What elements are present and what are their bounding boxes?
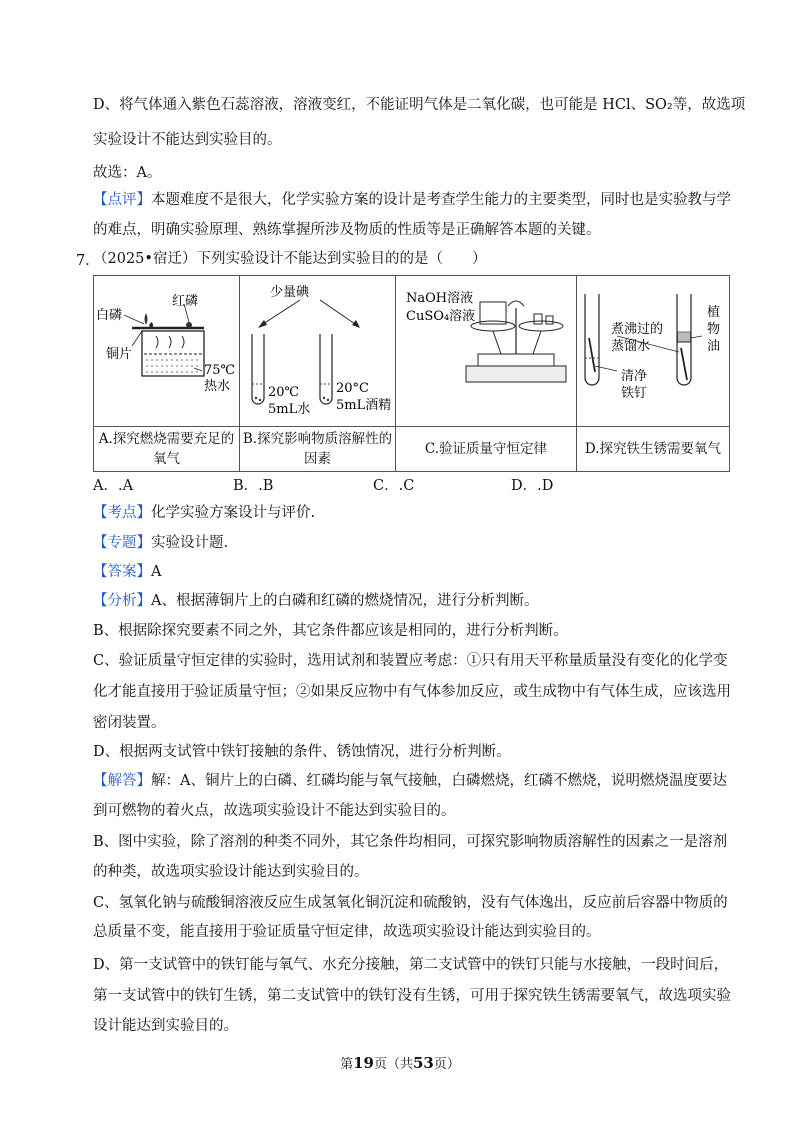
text-line: C、氢氧化钠与硫酸铜溶液反应生成氢氧化铜沉淀和硫酸钠，没有气体逸出，反应前后容器中物质的 xyxy=(93,895,728,911)
choice-b: B．.B xyxy=(233,478,274,494)
choice-a: A．.A xyxy=(93,478,134,494)
keypoint-tag: 【考点】 xyxy=(93,505,151,521)
text-line: 实验设计不能达到实验目的。 xyxy=(93,132,282,148)
analysis-tag: 【分析】 xyxy=(93,593,151,609)
analysis-text: A、根据薄铜片上的白磷和红磷的燃烧情况，进行分析判断。 xyxy=(151,593,539,609)
review-text: 本题难度不是很大，化学实验方案的设计是考查学生能力的主要类型，同时也是实验教与学 xyxy=(151,192,731,208)
oil-label-2: 物 xyxy=(707,322,721,337)
white-phosphorus-label: 白磷 xyxy=(96,308,123,323)
text-line: 密闭装置。 xyxy=(93,715,166,731)
oil-label-1: 植 xyxy=(707,305,721,320)
figure-b xyxy=(240,276,396,427)
question-number: 7． xyxy=(76,253,100,269)
topic-line xyxy=(93,533,733,553)
solubility-tubes-illustration xyxy=(240,276,395,426)
solution-tag: 【解答】 xyxy=(93,773,151,789)
rust-tubes-illustration xyxy=(577,276,729,426)
solution-line xyxy=(93,771,733,791)
oil-label-3: 油 xyxy=(707,339,721,354)
figure-c xyxy=(396,276,577,427)
balance-illustration xyxy=(396,276,576,426)
caption-d: D.探究铁生锈需要氧气 xyxy=(577,427,730,472)
analysis-line xyxy=(93,591,733,611)
text-line: 第一支试管中的铁钉生锈，第二支试管中的铁钉没有生锈，可用于探究铁生锈需要氧气，故选项实验 xyxy=(93,988,731,1004)
text-line: D、根据两支试管中铁钉接触的条件、锈蚀情况，进行分析判断。 xyxy=(93,744,511,760)
temp-label: 75℃ xyxy=(204,363,236,378)
caption-c: C.验证质量守恒定律 xyxy=(396,427,577,472)
text-line: C、验证质量守恒定律的实验时，选用试剂和装置应考虑：①只有用天平称量质量没有变化的化学变 xyxy=(93,653,728,669)
text-line: 的种类，故选项实验设计能达到实验目的。 xyxy=(93,864,369,880)
naoh-label: NaOH溶液 xyxy=(406,291,474,306)
text-line: 故选：A。 xyxy=(93,165,162,181)
text-line: B、根据除探究要素不同之外，其它条件都应该是相同的，进行分析判断。 xyxy=(93,623,568,639)
keypoint-text: 化学实验方案设计与评价. xyxy=(151,505,316,521)
figure-a xyxy=(94,276,240,427)
temp2-label: 20°C xyxy=(336,381,369,396)
alcohol-volume-label: 5mL酒精 xyxy=(336,398,392,413)
footer-mid: 页（共 xyxy=(373,1057,413,1072)
footer-post: 页） xyxy=(433,1057,460,1072)
copper-label: 铜片 xyxy=(106,347,133,362)
text-line: 到可燃物的着火点，故选项实验设计不能达到实验目的。 xyxy=(93,803,456,819)
experiment-table xyxy=(93,275,730,472)
footer-pre: 第 xyxy=(340,1057,354,1072)
text-line: 总质量不变，能直接用于验证质量守恒定律，故选项实验设计能达到实验目的。 xyxy=(93,924,601,940)
answer-tag: 【答案】 xyxy=(93,564,151,580)
iodine-label: 少量碘 xyxy=(270,285,310,300)
answer-line xyxy=(93,562,733,582)
review-line xyxy=(93,190,733,210)
caption-b: B.探究影响物质溶解性的因素 xyxy=(240,427,396,472)
iron-nail-label: 铁钉 xyxy=(621,386,648,401)
distilled-water-label: 蒸馏水 xyxy=(611,339,651,354)
text-line: 设计能达到实验目的。 xyxy=(93,1018,238,1034)
combustion-apparatus-illustration xyxy=(94,276,239,426)
question-stem: （2025•宿迁）下列实验设计不能达到实验目的的是（ ） xyxy=(93,251,487,267)
text-line: B、图中实验，除了溶剂的种类不同外，其它条件均相同，可探究影响物质溶解性的因素之一是溶剂 xyxy=(93,834,728,850)
cuso4-label: CuSO₄溶液 xyxy=(406,309,476,324)
page-footer xyxy=(0,1053,800,1072)
choice-c: C．.C xyxy=(373,478,415,494)
solution-text: 解：A、铜片上的白磷、红磷均能与氧气接触，白磷燃烧，红磷不燃烧，说明燃烧温度要达 xyxy=(151,773,727,789)
hot-water-label: 热水 xyxy=(204,379,231,394)
text-line: D、将气体通入紫色石蕊溶液，溶液变红，不能证明气体是二氧化碳，也可能是 HCl、SO₂等，故选项 xyxy=(93,97,746,113)
topic-tag: 【专题】 xyxy=(93,535,151,551)
choice-d: D．.D xyxy=(511,478,554,494)
temp1-label: 20℃ xyxy=(268,385,300,400)
total-pages: 53 xyxy=(413,1054,434,1072)
caption-a: A.探究燃烧需要充足的氧气 xyxy=(94,427,240,472)
topic-text: 实验设计题. xyxy=(151,535,229,551)
answer-text: A xyxy=(151,564,162,580)
text-line: 的难点，明确实验原理、熟练掌握所涉及物质的性质等是正确解答本题的关键。 xyxy=(93,222,601,238)
clean-label: 清净 xyxy=(621,369,648,384)
page-number: 19 xyxy=(353,1054,374,1072)
text-line: 化才能直接用于验证质量守恒；②如果反应物中有气体参加反应，或生成物中有气体生成，应该选用 xyxy=(93,684,731,700)
text-line: D、第一支试管中的铁钉能与氧气、水充分接触，第二支试管中的铁钉只能与水接触，一段时间后， xyxy=(93,957,729,973)
boiled-label: 煮沸过的 xyxy=(611,322,664,337)
review-tag: 【点评】 xyxy=(93,192,151,208)
water-volume-label: 5mL水 xyxy=(268,402,311,417)
figure-d xyxy=(577,276,730,427)
red-phosphorus-label: 红磷 xyxy=(172,294,199,309)
keypoint-line xyxy=(93,503,733,523)
